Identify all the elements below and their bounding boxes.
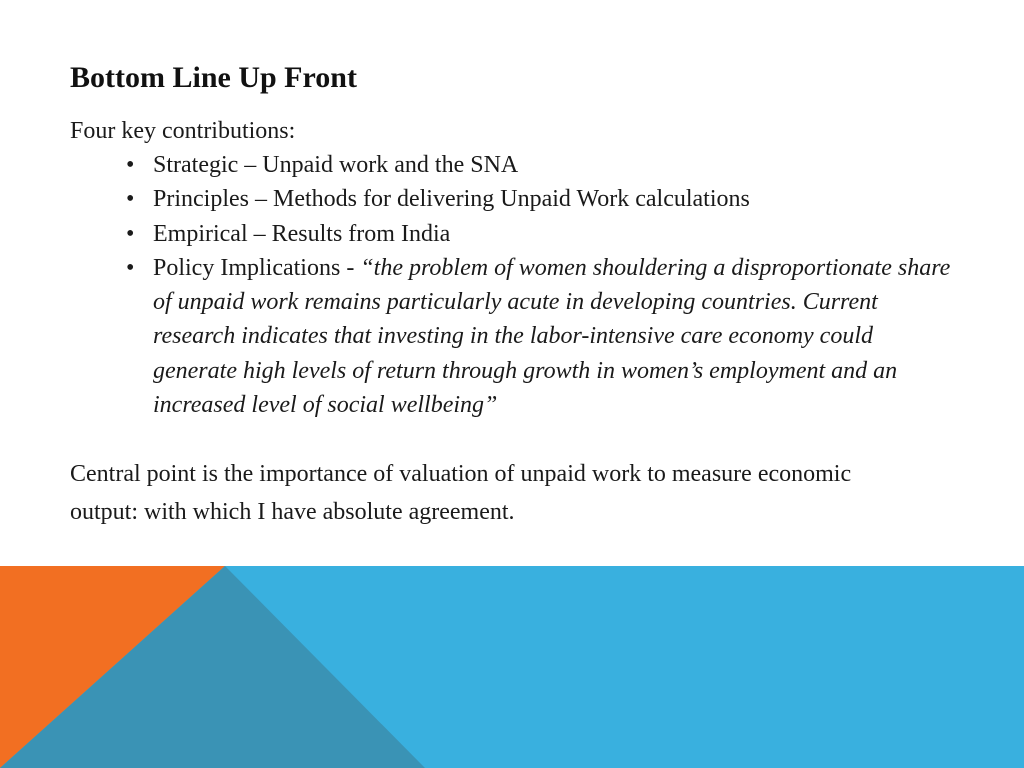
conclusion-text: Central point is the importance of valuation of unpaid work to measure economic output: with which I have absolute agreement.	[70, 461, 852, 526]
list-item-text: Empirical – Results from India	[153, 220, 451, 247]
contributions-list	[70, 148, 960, 422]
list-item-text: Strategic – Unpaid work and the SNA	[153, 152, 519, 178]
list-item-strategic	[126, 148, 960, 182]
bullet-marker: •	[126, 186, 135, 213]
slide-title: Bottom Line Up Front	[70, 61, 357, 94]
bullet-marker: •	[126, 254, 135, 281]
list-item-empirical	[126, 217, 960, 251]
list-item-text: Principles – Methods for delivering Unpaid Work calculations	[153, 186, 750, 213]
list-item-policy	[126, 251, 960, 422]
bullet-marker: •	[126, 220, 135, 247]
list-item-principles	[126, 182, 960, 216]
slide-content	[70, 58, 960, 531]
policy-quote: “the problem of women shouldering a disproportionate share of unpaid work remains particularly acute in developing countries. Current research indicates that investing in the labor-intensive care economy could generate high levels of return through growth in women’s employment and an increased level of social wellbeing”	[153, 254, 951, 419]
decorative-banner	[0, 566, 1024, 768]
list-item-text: Policy Implications -	[153, 254, 361, 281]
bullet-marker: •	[126, 152, 135, 178]
intro-text: Four key contributions:	[70, 118, 296, 144]
